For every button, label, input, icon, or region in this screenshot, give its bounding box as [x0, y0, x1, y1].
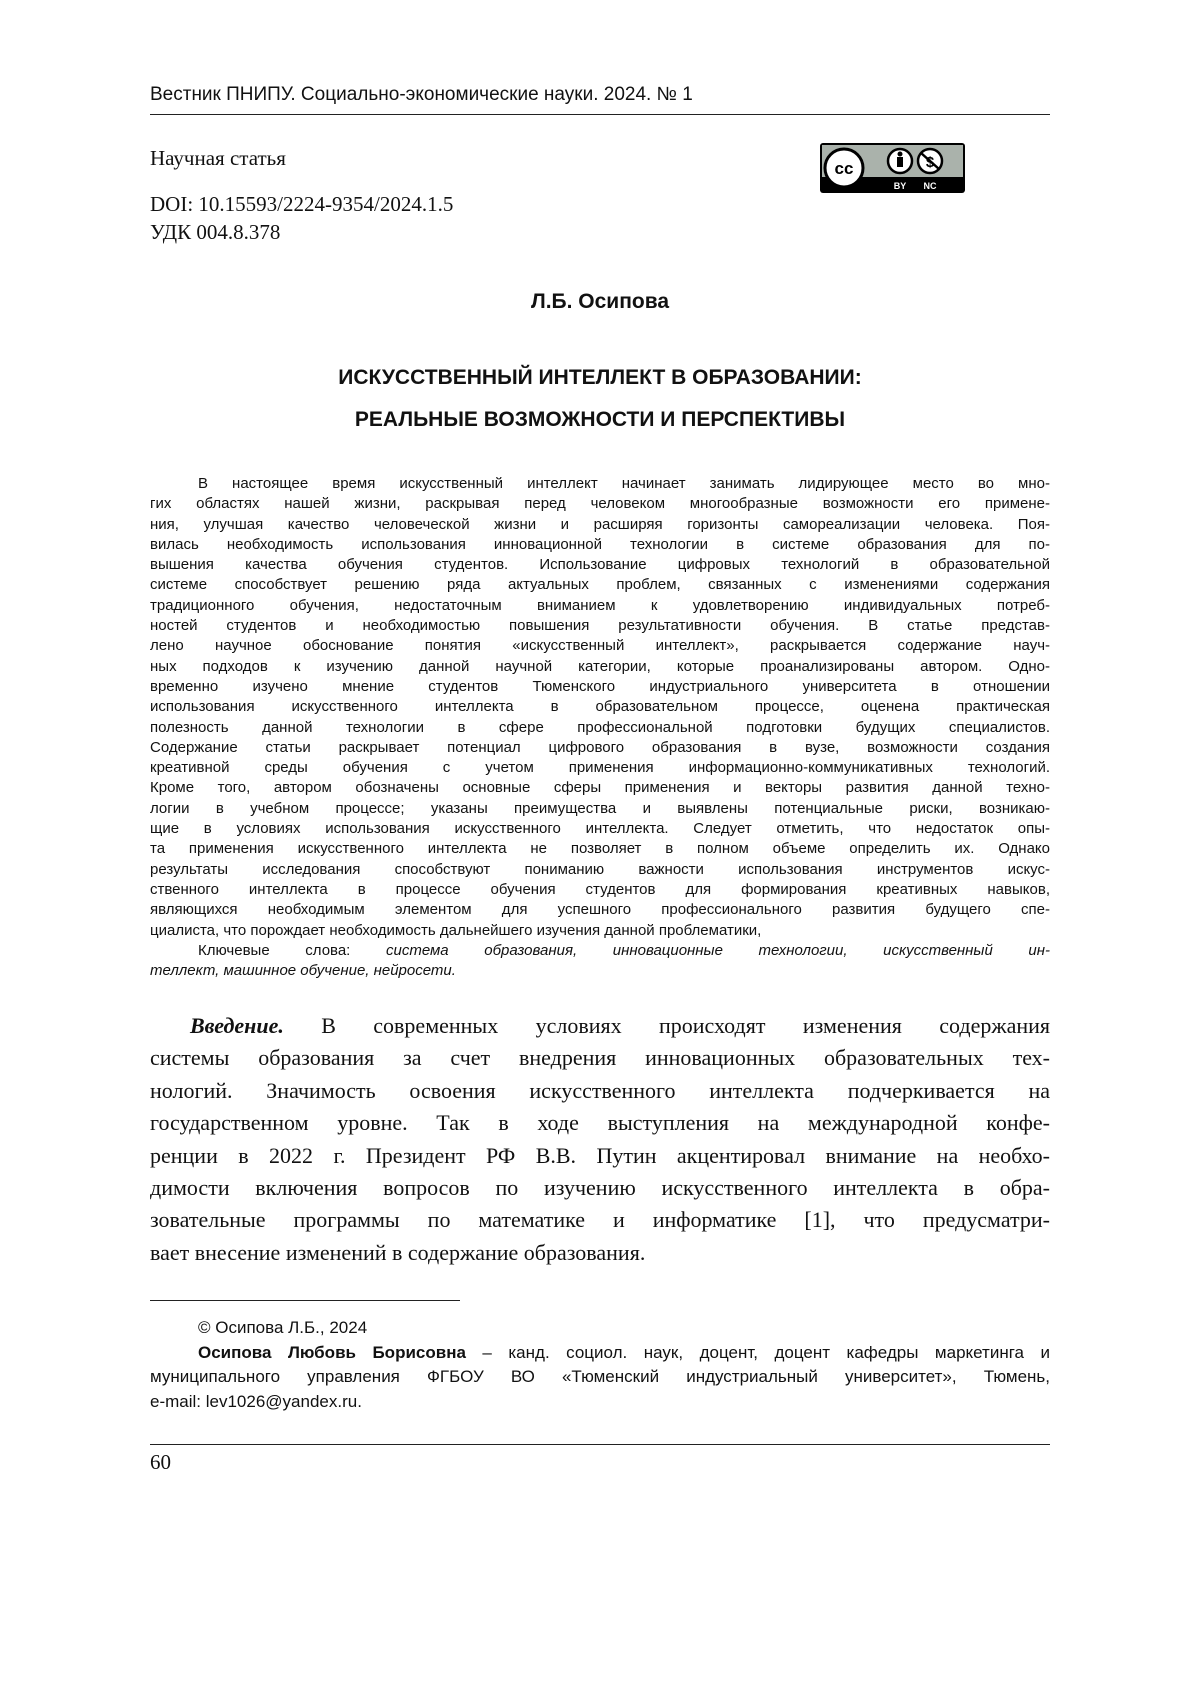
- author-fullname: Осипова Любовь Борисовна: [198, 1343, 466, 1362]
- intro-lead: Введение.: [190, 1013, 284, 1038]
- keywords-list-cont: теллект, машинное обучение, нейросети.: [150, 961, 1050, 981]
- nc-label: NC: [924, 181, 937, 191]
- abstract-line: гих областях нашей жизни, раскрывая перед человеком многообразные возможности его примене-: [150, 494, 1050, 514]
- abstract-line: Содержание статьи раскрывает потенциал цифрового образования в вузе, возможности создания: [150, 738, 1050, 758]
- footnote-rule: [150, 1300, 460, 1301]
- abstract-line: являющихся необходимым элементом для успешного профессионального развития будущего спе-: [150, 900, 1050, 920]
- abstract-line: щие в условиях использования искусственного интеллекта. Следует отметить, что недостаток опы-: [150, 819, 1050, 839]
- abstract-line: использования искусственного интеллекта в образовательном процессе, оценена практическая: [150, 697, 1050, 717]
- title-line: ИСКУССТВЕННЫЙ ИНТЕЛЛЕКТ В ОБРАЗОВАНИИ:: [0, 357, 1200, 399]
- abstract-line: вилась необходимость использования инновационной технологии в системе образования для по-: [150, 535, 1050, 555]
- journal-header: Вестник ПНИПУ. Социально-экономические науки. 2024. № 1: [150, 84, 693, 106]
- intro-line: нологий. Значимость освоения искусственного интеллекта подчеркивается на: [150, 1075, 1050, 1107]
- affiliation-line: муниципального управления ФГБОУ ВО «Тюменский индустриальный университет», Тюмень,: [150, 1365, 1050, 1390]
- footnote: [150, 1316, 1050, 1414]
- keywords: [150, 941, 1050, 961]
- abstract-line: В настоящее время искусственный интеллект начинает занимать лидирующее место во мно-: [150, 474, 1050, 494]
- abstract-line: традиционного обучения, недостаточным вниманием к удовлетворению индивидуальных потреб-: [150, 596, 1050, 616]
- abstract-line: циалиста, что порождает необходимость дальнейшего изучения данной проблематики,: [150, 921, 1050, 941]
- article-title: [0, 357, 1200, 441]
- author-affiliation: – канд. социол. наук, доцент, доцент кафедры маркетинга и: [466, 1343, 1050, 1362]
- abstract-line: ных подходов к изучению данной научной категории, которые проанализированы автором. Одно-: [150, 657, 1050, 677]
- abstract-line: логии в учебном процессе; указаны преимущества и выявлены потенциальные риски, возникаю-: [150, 799, 1050, 819]
- intro-text: В современных условиях происходят изменения содержания: [284, 1013, 1050, 1038]
- intro-line: [150, 1010, 1050, 1042]
- intro-line: государственном уровне. Так в ходе выступления на международной конфе-: [150, 1107, 1050, 1139]
- footer-rule: [150, 1444, 1050, 1445]
- keywords-list: система образования, инновационные технологии, искусственный ин-: [386, 942, 1050, 959]
- abstract: [150, 474, 1050, 981]
- cc-by-nc-icon: [820, 143, 965, 193]
- abstract-line: вышения качества обучения студентов. Использование цифровых технологий в образовательной: [150, 555, 1050, 575]
- abstract-line: креативной среды обучения с учетом применения информационно-коммуникативных технологий.: [150, 758, 1050, 778]
- abstract-line: Кроме того, автором обозначены основные сферы применения и векторы развития данной техно-: [150, 778, 1050, 798]
- page-number: 60: [150, 1450, 171, 1475]
- abstract-line: та применения искусственного интеллекта не позволяет в полном объеме определить их. Однако: [150, 839, 1050, 859]
- article-type: Научная статья: [150, 146, 286, 171]
- by-label: BY: [894, 181, 907, 191]
- author-email: e-mail: lev1026@yandex.ru.: [150, 1390, 1050, 1415]
- abstract-line: временно изучено мнение студентов Тюменского индустриального университета в отношении: [150, 677, 1050, 697]
- abstract-line: ственного интеллекта в процессе обучения студентов для формирования креативных навыков,: [150, 880, 1050, 900]
- intro-line: димости включения вопросов по изучению искусственного интеллекта в обра-: [150, 1172, 1050, 1204]
- svg-text:cc: cc: [835, 159, 854, 178]
- author: Л.Б. Осипова: [0, 290, 1200, 314]
- doi-block: [150, 190, 453, 246]
- abstract-line: результаты исследования способствуют пониманию важности использования инструментов искус-: [150, 860, 1050, 880]
- introduction: [150, 1010, 1050, 1269]
- abstract-line: системе способствует решению ряда актуальных проблем, связанных с изменениями содержания: [150, 575, 1050, 595]
- intro-line: системы образования за счет внедрения инновационных образовательных тех-: [150, 1042, 1050, 1074]
- copyright: © Осипова Л.Б., 2024: [150, 1316, 1050, 1341]
- header-rule: [150, 114, 1050, 115]
- keywords-label: Ключевые слова:: [198, 942, 350, 959]
- abstract-line: ния, улучшая качество человеческой жизни и расширяя горизонты самореализации человека. Поя-: [150, 515, 1050, 535]
- abstract-line: лено научное обоснование понятия «искусственный интеллект», раскрывается содержание науч-: [150, 636, 1050, 656]
- intro-line: зовательные программы по математике и информатике [1], что предусматри-: [150, 1204, 1050, 1236]
- article-page: [0, 0, 1200, 1700]
- abstract-line: полезность данной технологии в сфере профессиональной подготовки будущих специалистов.: [150, 718, 1050, 738]
- intro-line: ренции в 2022 г. Президент РФ В.В. Путин акцентировал внимание на необхо-: [150, 1140, 1050, 1172]
- doi: DOI: 10.15593/2224-9354/2024.1.5: [150, 190, 453, 218]
- abstract-line: ностей студентов и необходимостью повышения результативности обучения. В статье представ-: [150, 616, 1050, 636]
- udk: УДК 004.8.378: [150, 218, 453, 246]
- title-line: РЕАЛЬНЫЕ ВОЗМОЖНОСТИ И ПЕРСПЕКТИВЫ: [0, 399, 1200, 441]
- intro-line: вает внесение изменений в содержание образования.: [150, 1237, 1050, 1269]
